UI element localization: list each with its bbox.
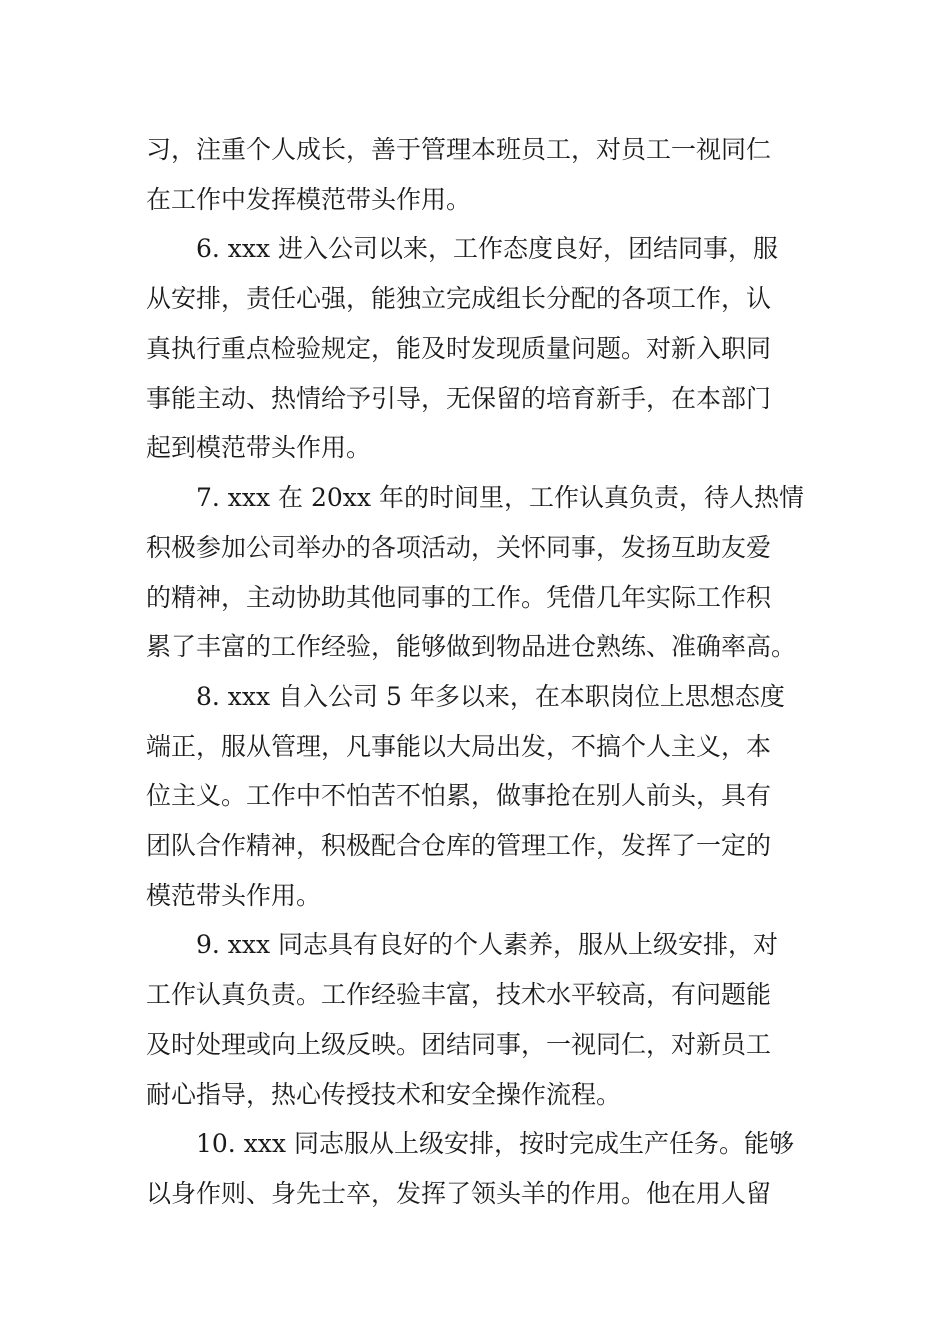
text-line: 起到模范带头作用。 [146,433,372,462]
text-line: 事能主动、热情给予引导，无保留的培育新手，在本部门 [146,384,772,413]
text-line: 积极参加公司举办的各项活动，关怀同事，发扬互助友爱 [146,533,772,562]
text-line: 真执行重点检验规定，能及时发现质量问题。对新入职同 [146,334,772,363]
paragraph-9-first-line: 9. xxx 同志具有良好的个人素养，服从上级安排，对 [196,930,779,959]
paragraph-6-first-line: 6. xxx 进入公司以来，工作态度良好，团结同事，服 [196,234,779,263]
paragraph-8-first-line: 8. xxx 自入公司 5 年多以来，在本职岗位上思想态度 [196,682,785,711]
text-line: 端正，服从管理，凡事能以大局出发，不搞个人主义，本 [146,732,772,761]
text-line: 习，注重个人成长，善于管理本班员工，对员工一视同仁 [146,135,772,164]
paragraph-7-first-line: 7. xxx 在 20xx 年的时间里，工作认真负责，待人热情 [196,483,804,512]
text-line: 耐心指导，热心传授技术和安全操作流程。 [146,1080,622,1109]
text-line: 位主义。工作中不怕苦不怕累，做事抢在别人前头，具有 [146,781,772,810]
text-line: 模范带头作用。 [146,881,322,910]
text-line: 以身作则、身先士卒，发挥了领头羊的作用。他在用人留 [146,1179,772,1208]
text-line: 从安排，责任心强，能独立完成组长分配的各项工作，认 [146,284,772,313]
paragraph-10-first-line: 10. xxx 同志服从上级安排，按时完成生产任务。能够 [196,1129,794,1158]
text-line: 在工作中发挥模范带头作用。 [146,185,472,214]
text-line: 累了丰富的工作经验，能够做到物品进仓熟练、准确率高。 [146,632,797,661]
text-line: 的精神，主动协助其他同事的工作。凭借几年实际工作积 [146,583,772,612]
text-line: 工作认真负责。工作经验丰富，技术水平较高，有问题能 [146,980,772,1009]
text-line: 及时处理或向上级反映。团结同事，一视同仁，对新员工 [146,1030,772,1059]
text-line: 团队合作精神，积极配合仓库的管理工作，发挥了一定的 [146,831,772,860]
